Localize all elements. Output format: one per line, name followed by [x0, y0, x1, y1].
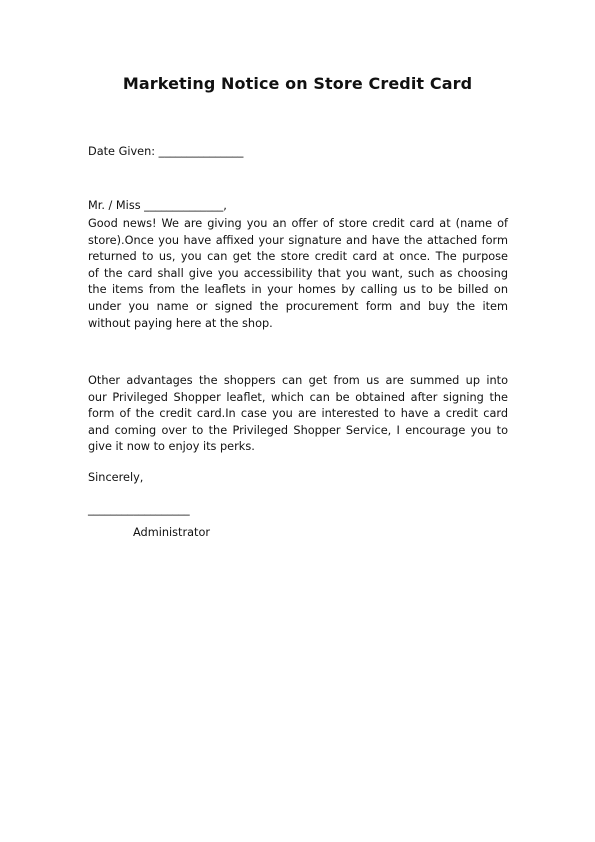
- paragraph-1-line: store).Once you have affixed your signature and have the attached form: [88, 233, 508, 247]
- paragraph-2-line: our Privileged Shopper leaflet, which can be obtained after signing the: [88, 390, 508, 404]
- date-line: Date Given: _______________: [88, 145, 244, 158]
- paragraph-1: [88, 216, 508, 332]
- paragraph-1-line: returned to us, you can get the store credit card at once. The purpose: [88, 250, 508, 264]
- paragraph-1-line: Good news! We are giving you an offer of store credit card at (name of: [88, 217, 508, 230]
- signature-line: __________________: [88, 503, 190, 516]
- paragraph-2-line: form of the credit card.In case you are interested to have a credit card: [88, 407, 508, 421]
- signature-title: Administrator: [133, 526, 211, 539]
- paragraph-1-line: without paying here at the shop.: [88, 316, 273, 330]
- paragraph-1-line: under you name or signed the procurement form and buy the item: [88, 299, 508, 313]
- paragraph-2: [88, 373, 508, 456]
- paragraph-1-line: the items from the leaflets in your homes by calling us to be billed on: [88, 283, 508, 297]
- paragraph-2-line: and coming over to the Privileged Shopper Service, I encourage you to: [88, 423, 508, 437]
- paragraph-2-line: Other advantages the shoppers can get from us are summed up into: [88, 374, 508, 387]
- closing-text: Sincerely,: [88, 471, 144, 484]
- paragraph-1-line: of the card shall give you accessibility that you want, such as choosing: [88, 266, 508, 280]
- document-title: Marketing Notice on Store Credit Card: [122, 74, 473, 93]
- salutation-line: Mr. / Miss ______________,: [88, 199, 227, 212]
- paragraph-2-line: give it now to enjoy its perks.: [88, 440, 255, 454]
